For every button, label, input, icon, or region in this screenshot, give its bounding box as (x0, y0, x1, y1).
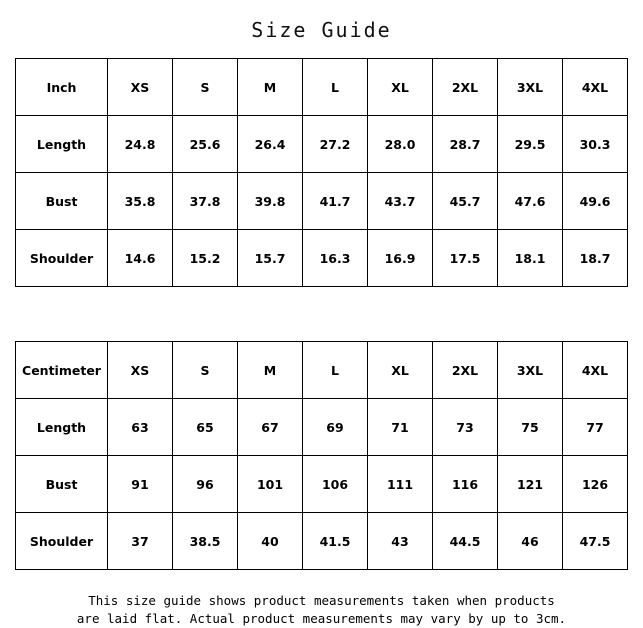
row-label-shoulder: Shoulder (16, 513, 108, 570)
cell-shoulder-4xl: 47.5 (563, 513, 628, 570)
cell-bust-4xl: 126 (563, 456, 628, 513)
cell-bust-4xl: 49.6 (563, 173, 628, 230)
cell-shoulder-xs: 14.6 (108, 230, 173, 287)
cell-shoulder-xl: 16.9 (368, 230, 433, 287)
cell-bust-xl: 111 (368, 456, 433, 513)
size-header-3xl: 3XL (498, 342, 563, 399)
row-label-length: Length (16, 116, 108, 173)
size-header-l: L (303, 342, 368, 399)
cell-length-3xl: 29.5 (498, 116, 563, 173)
cell-shoulder-3xl: 18.1 (498, 230, 563, 287)
cell-shoulder-2xl: 17.5 (433, 230, 498, 287)
table-header-row (16, 342, 628, 399)
cell-shoulder-l: 41.5 (303, 513, 368, 570)
cell-shoulder-2xl: 44.5 (433, 513, 498, 570)
cell-length-2xl: 73 (433, 399, 498, 456)
size-header-s: S (173, 59, 238, 116)
row-label-length: Length (16, 399, 108, 456)
size-header-m: M (238, 342, 303, 399)
cell-bust-s: 96 (173, 456, 238, 513)
size-header-m: M (238, 59, 303, 116)
size-header-xl: XL (368, 342, 433, 399)
table-row (16, 399, 628, 456)
size-header-l: L (303, 59, 368, 116)
cell-shoulder-s: 15.2 (173, 230, 238, 287)
cell-shoulder-l: 16.3 (303, 230, 368, 287)
size-header-3xl: 3XL (498, 59, 563, 116)
footnote-line-1: This size guide shows product measurements taken when products (88, 593, 555, 608)
cell-length-xl: 71 (368, 399, 433, 456)
cell-length-4xl: 77 (563, 399, 628, 456)
cell-shoulder-3xl: 46 (498, 513, 563, 570)
table-row (16, 456, 628, 513)
size-header-xs: XS (108, 342, 173, 399)
size-header-4xl: 4XL (563, 59, 628, 116)
size-header-2xl: 2XL (433, 342, 498, 399)
footnote-line-2: are laid flat. Actual product measurements may vary by up to 3cm. (76, 611, 567, 627)
footnote (15, 570, 628, 628)
cell-shoulder-xl: 43 (368, 513, 433, 570)
cell-bust-s: 37.8 (173, 173, 238, 230)
size-header-2xl: 2XL (433, 59, 498, 116)
cell-length-xl: 28.0 (368, 116, 433, 173)
cell-bust-2xl: 116 (433, 456, 498, 513)
cell-length-xs: 63 (108, 399, 173, 456)
unit-label-centimeter: Centimeter (16, 342, 108, 399)
cell-length-2xl: 28.7 (433, 116, 498, 173)
size-header-xs: XS (108, 59, 173, 116)
cell-bust-3xl: 121 (498, 456, 563, 513)
cell-shoulder-m: 15.7 (238, 230, 303, 287)
table-row (16, 173, 628, 230)
cell-length-l: 69 (303, 399, 368, 456)
table-row (16, 116, 628, 173)
cell-bust-xs: 91 (108, 456, 173, 513)
size-table-inch (15, 58, 628, 287)
cell-shoulder-xs: 37 (108, 513, 173, 570)
cell-length-m: 67 (238, 399, 303, 456)
cell-shoulder-4xl: 18.7 (563, 230, 628, 287)
cell-length-4xl: 30.3 (563, 116, 628, 173)
cell-length-s: 25.6 (173, 116, 238, 173)
size-table-centimeter (15, 341, 628, 570)
cell-shoulder-s: 38.5 (173, 513, 238, 570)
size-header-s: S (173, 342, 238, 399)
table-row (16, 513, 628, 570)
size-header-xl: XL (368, 59, 433, 116)
page-title: Size Guide (251, 18, 392, 42)
row-label-shoulder: Shoulder (16, 230, 108, 287)
cell-bust-3xl: 47.6 (498, 173, 563, 230)
row-label-bust: Bust (16, 173, 108, 230)
table-header-row (16, 59, 628, 116)
cell-bust-m: 101 (238, 456, 303, 513)
cell-length-l: 27.2 (303, 116, 368, 173)
table-separator (0, 287, 643, 341)
size-header-4xl: 4XL (563, 342, 628, 399)
cell-length-xs: 24.8 (108, 116, 173, 173)
cell-length-s: 65 (173, 399, 238, 456)
cell-length-3xl: 75 (498, 399, 563, 456)
unit-label-inch: Inch (16, 59, 108, 116)
cell-bust-2xl: 45.7 (433, 173, 498, 230)
cell-length-m: 26.4 (238, 116, 303, 173)
cell-shoulder-m: 40 (238, 513, 303, 570)
cell-bust-m: 39.8 (238, 173, 303, 230)
row-label-bust: Bust (16, 456, 108, 513)
cell-bust-l: 41.7 (303, 173, 368, 230)
cell-bust-l: 106 (303, 456, 368, 513)
cell-bust-xs: 35.8 (108, 173, 173, 230)
table-row (16, 230, 628, 287)
cell-bust-xl: 43.7 (368, 173, 433, 230)
